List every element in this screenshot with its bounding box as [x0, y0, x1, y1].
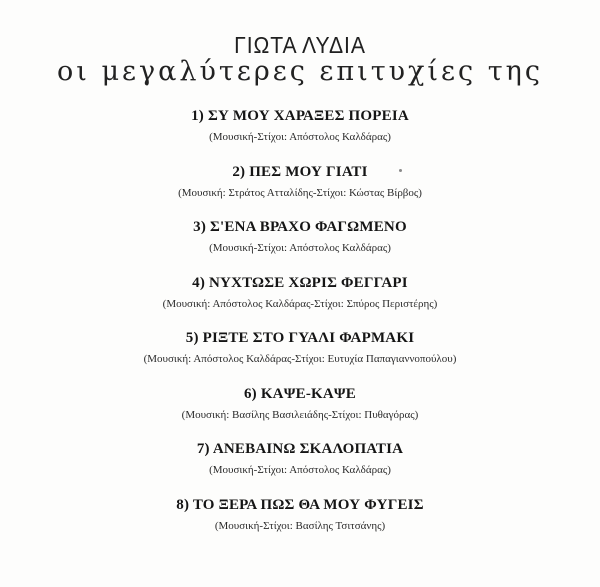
- track-credits: (Μουσική: Στράτος Ατταλίδης-Στίχοι: Κώστας Βίρβος): [178, 186, 422, 199]
- artist-name: ΓΙΩΤΑ ΛΥΔΙΑ: [234, 32, 366, 58]
- track-item: [0, 379, 600, 435]
- track-title: 2) ΠΕΣ ΜΟΥ ΓΙΑΤΙ: [232, 163, 368, 180]
- track-credits: (Μουσική-Στίχοι: Απόστολος Καλδάρας): [209, 242, 391, 254]
- track-title: 7) ΑΝΕΒΑΙΝΩ ΣΚΑΛΟΠΑΤΙΑ: [196, 441, 404, 457]
- track-item: [0, 434, 600, 490]
- track-title: 4) ΝΥΧΤΩΣΕ ΧΩΡΙΣ ΦΕΓΓΑΡΙ: [192, 274, 408, 291]
- track-item: [0, 101, 600, 157]
- track-credits: (Μουσική-Στίχοι: Βασίλης Τσιτσάνης): [214, 519, 386, 532]
- track-credits: (Μουσική-Στίχοι: Απόστολος Καλδάρας): [209, 131, 391, 143]
- track-item: [0, 323, 600, 379]
- track-credits: (Μουσική: Απόστολος Καλδάρας-Στίχοι: Σπύρος Περιστέρης): [162, 297, 438, 310]
- track-title: 8) ΤΟ ΞΕΡΑ ΠΩΣ ΘΑ ΜΟΥ ΦΥΓΕΙΣ: [176, 496, 424, 513]
- track-title: 3) Σ'ΕΝΑ ΒΡΑΧΟ ΦΑΓΩΜΕΝΟ: [193, 219, 407, 235]
- track-item: [0, 212, 600, 268]
- track-title: 1) ΣΥ ΜΟΥ ΧΑΡΑΞΕΣ ΠΟΡΕΙΑ: [191, 108, 409, 124]
- track-item: [0, 268, 600, 324]
- track-list: [0, 101, 600, 545]
- track-credits: (Μουσική: Απόστολος Καλδάρας-Στίχοι: Ευτυχία Παπαγιαννοπούλου): [143, 353, 457, 365]
- track-title: 6) ΚΑΨΕ-ΚΑΨΕ: [243, 385, 357, 402]
- track-credits: (Μουσική-Στίχοι: Απόστολος Καλδάρας): [209, 464, 391, 476]
- album-subtitle: οι μεγαλύτερες επιτυχίες της: [57, 56, 543, 87]
- track-item: [0, 157, 600, 213]
- track-item: [0, 490, 600, 546]
- track-title: 5) ΡΙΞΤΕ ΣΤΟ ΓΥΑΛΙ ΦΑΡΜΑΚΙ: [185, 330, 415, 346]
- track-credits: (Μουσική: Βασίλης Βασιλειάδης-Στίχοι: Πυθαγόρας): [181, 408, 419, 421]
